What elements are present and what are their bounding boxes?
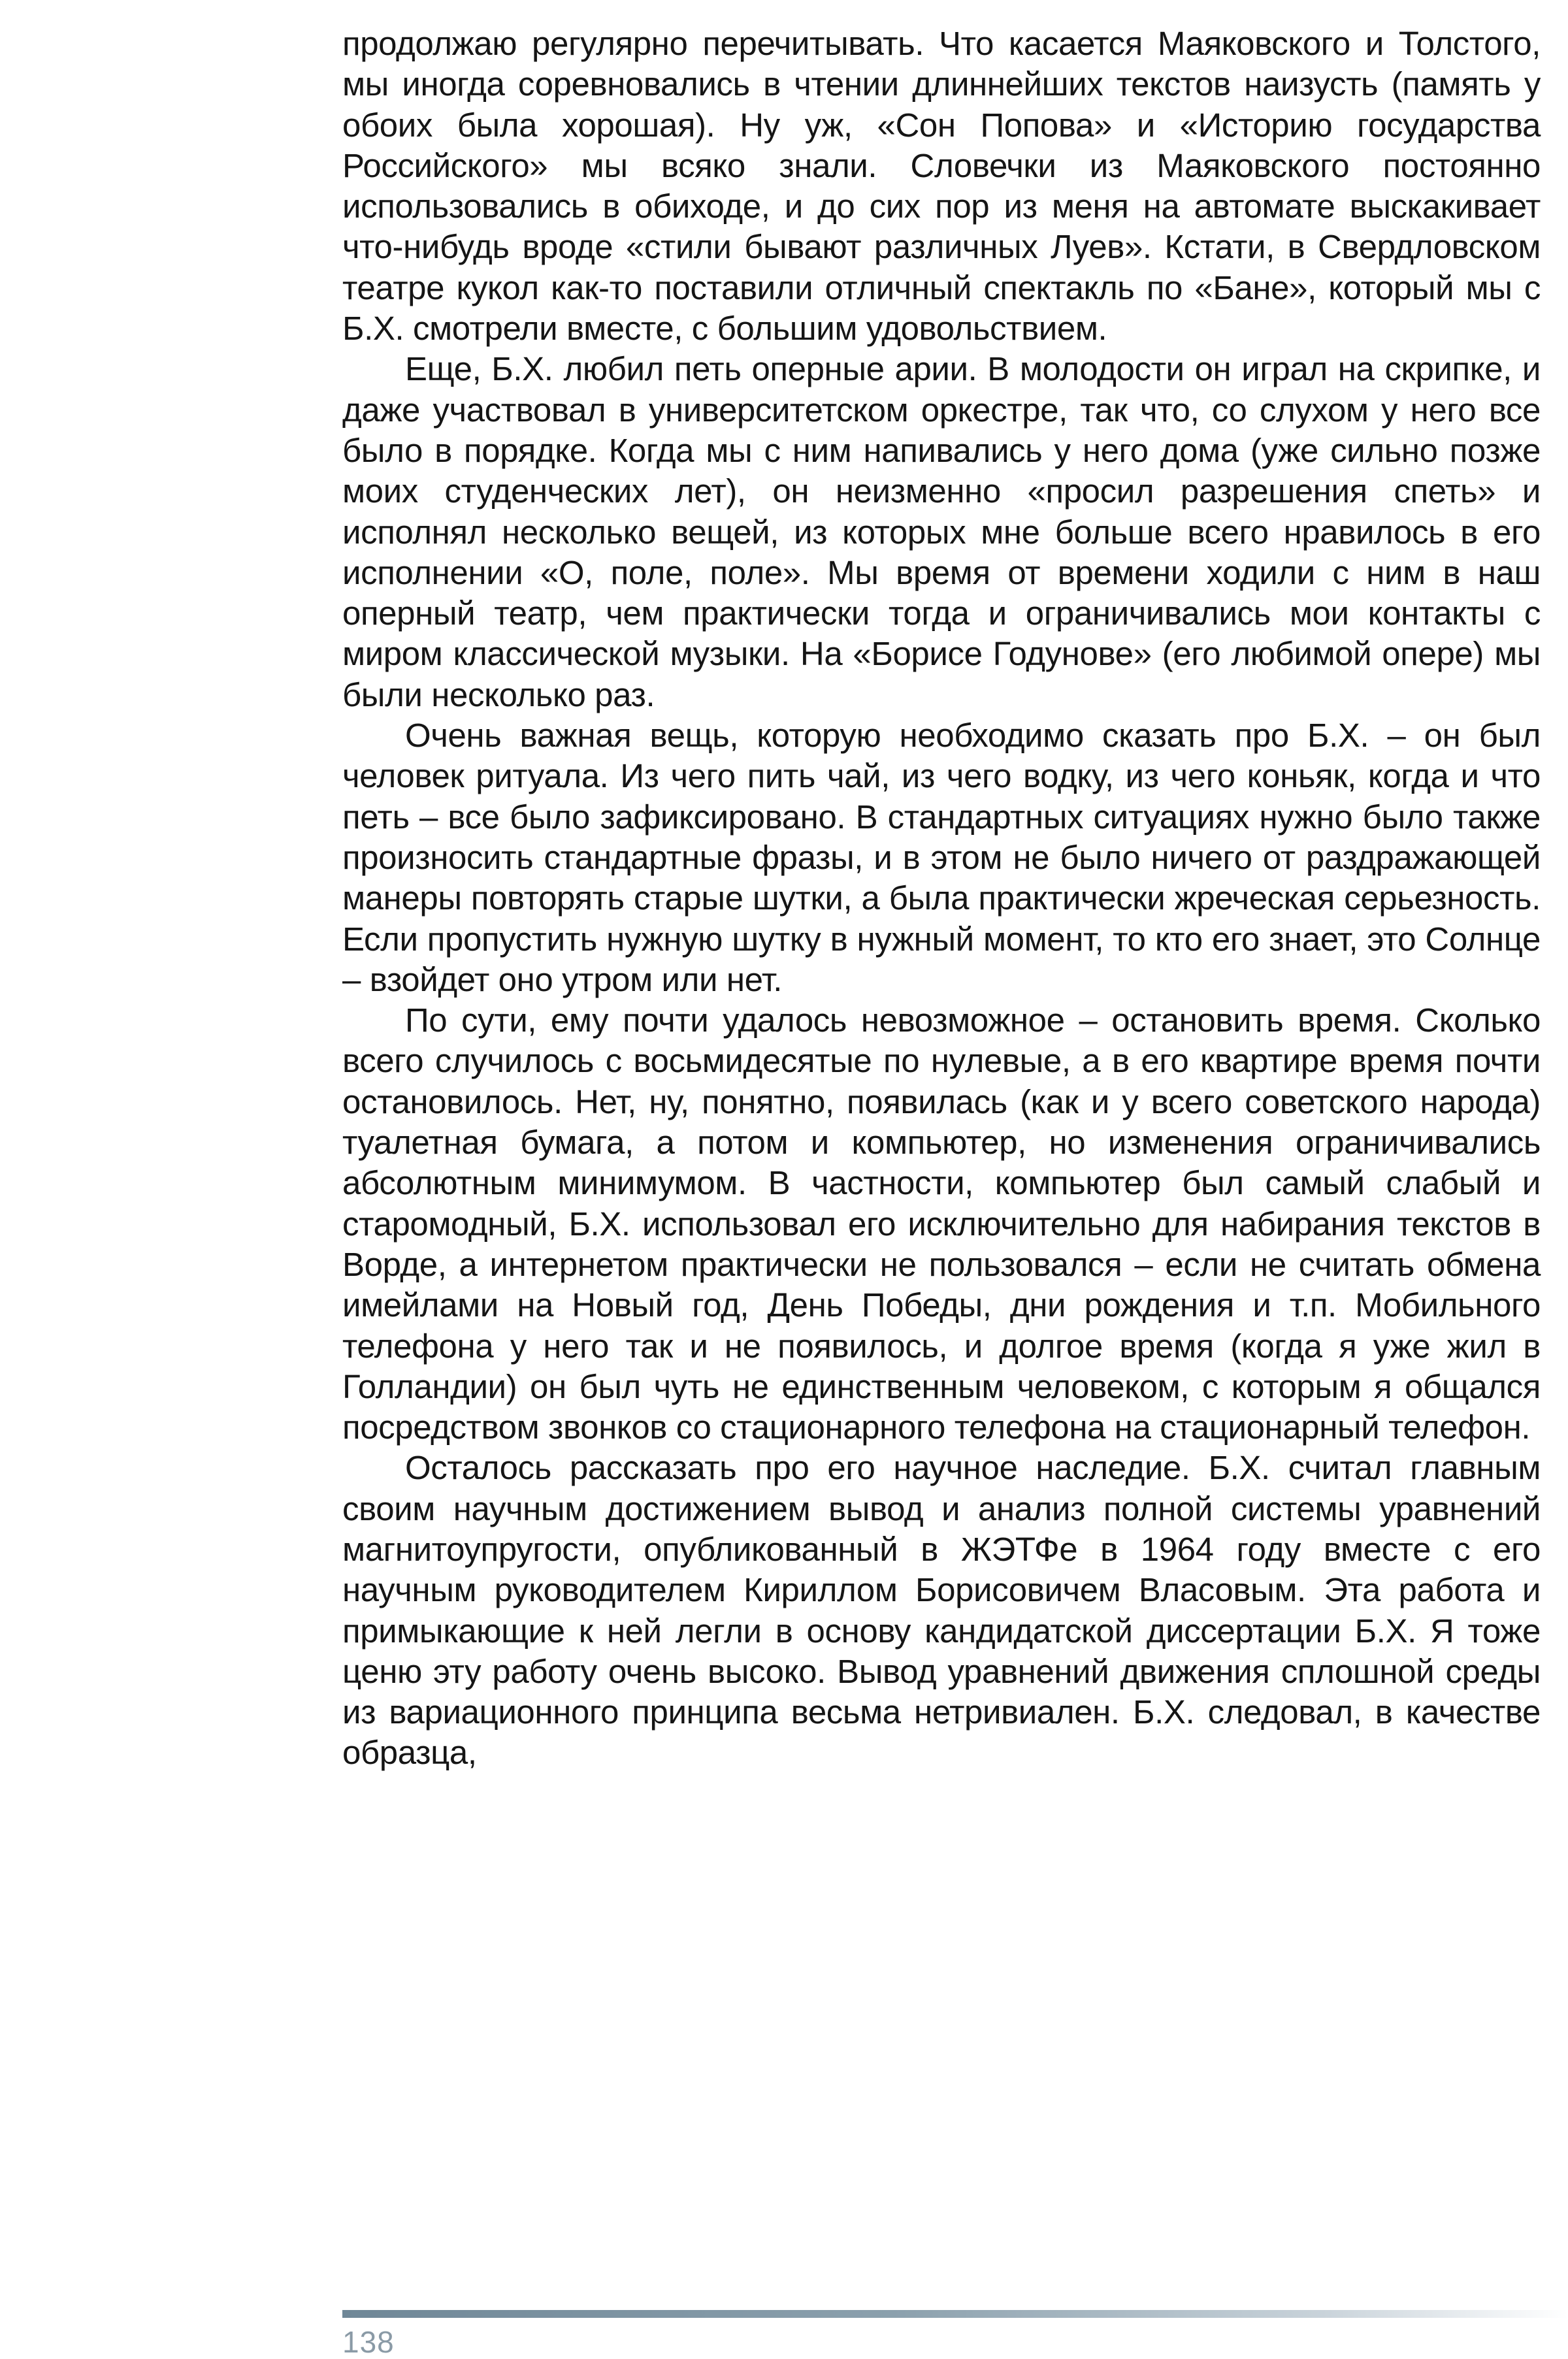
paragraph-continuation: продолжаю регулярно перечитывать. Что касается Маяковского и Толстого, мы иногда соревновались в чтении длиннейших текстов наизусть (память у обоих была хорошая). Ну уж, «Сон Попова» и «Историю государства Российского» мы всяко знали. Словечки из Маяковского постоянно использовались в обиходе, и до сих пор из меня на автомате выскакивает что-нибудь вроде «стили бывают различных Луев». Кстати, в Свердловском театре кукол как-то поставили отличный спектакль по «Бане», который мы с Б.Х. смотрели вместе, с большим удовольствием. xyxy=(342,25,1541,348)
footer-rule xyxy=(342,2310,1568,2318)
paragraph-ritual: Очень важная вещь, которую необходимо сказать про Б.Х. – он был человек ритуала. Из чего пить чай, из чего водку, из чего коньяк, когда и что петь – все было зафиксировано. В стандартных ситуациях нужно было также произносить стандартные фразы, и в этом не было ничего от раздражающей манеры повторять старые шутки, а была практически жреческая серьезность. Если пропустить нужную шутку в нужный момент, то кто его знает, это Солнце – взойдет оно утром или нет. xyxy=(342,717,1541,998)
paragraph-opera: Еще, Б.Х. любил петь оперные арии. В молодости он играл на скрипке, и даже участвовал в университетском оркестре, так что, со слухом у него все было в порядке. Когда мы с ним напивались у него дома (уже сильно позже моих студенческих лет), он неизменно «просил разрешения спеть» и исполнял несколько вещей, из которых мне больше всего нравилось в его исполнении «О, поле, поле». Мы время от времени ходили с ним в наш оперный театр, чем практически тогда и ограничивались мои контакты с миром классической музыки. На «Борисе Годунове» (его любимой опере) мы были несколько раз. xyxy=(342,350,1541,713)
paragraph-legacy: Осталось рассказать про его научное наследие. Б.Х. считал главным своим научным достижением вывод и анализ полной системы уравнений магнитоупругости, опубликованный в ЖЭТФе в 1964 году вместе с его научным руководителем Кириллом Борисовичем Власовым. Эта работа и примыкающие к ней легли в основу кандидатской диссертации Б.Х. Я тоже ценю эту работу очень высоко. Вывод уравнений движения сплошной среды из вариационного принципа весьма нетривиален. Б.Х. следовал, в качестве образца, xyxy=(342,1449,1541,1772)
body-text xyxy=(342,24,1541,1774)
page-number: 138 xyxy=(342,2325,395,2359)
paragraph-time: По сути, ему почти удалось невозможное – остановить время. Сколько всего случилось с восьмидесятые по нулевые, а в его квартире время почти остановилось. Нет, ну, понятно, появилась (как и у всего советского народа) туалетная бумага, а потом и компьютер, но изменения ограничивались абсолютным минимумом. В частности, компьютер был самый слабый и старомодный, Б.Х. использовал его исключительно для набирания текстов в Ворде, а интернетом практически не пользовался – если не считать обмена имейлами на Новый год, День Победы, дни рождения и т.п. Мобильного телефона у него так и не появилось, и долгое время (когда я уже жил в Голландии) он был чуть не единственным человеком, с которым я общался посредством звонков со стационарного телефона на стационарный телефон. xyxy=(342,1001,1541,1446)
